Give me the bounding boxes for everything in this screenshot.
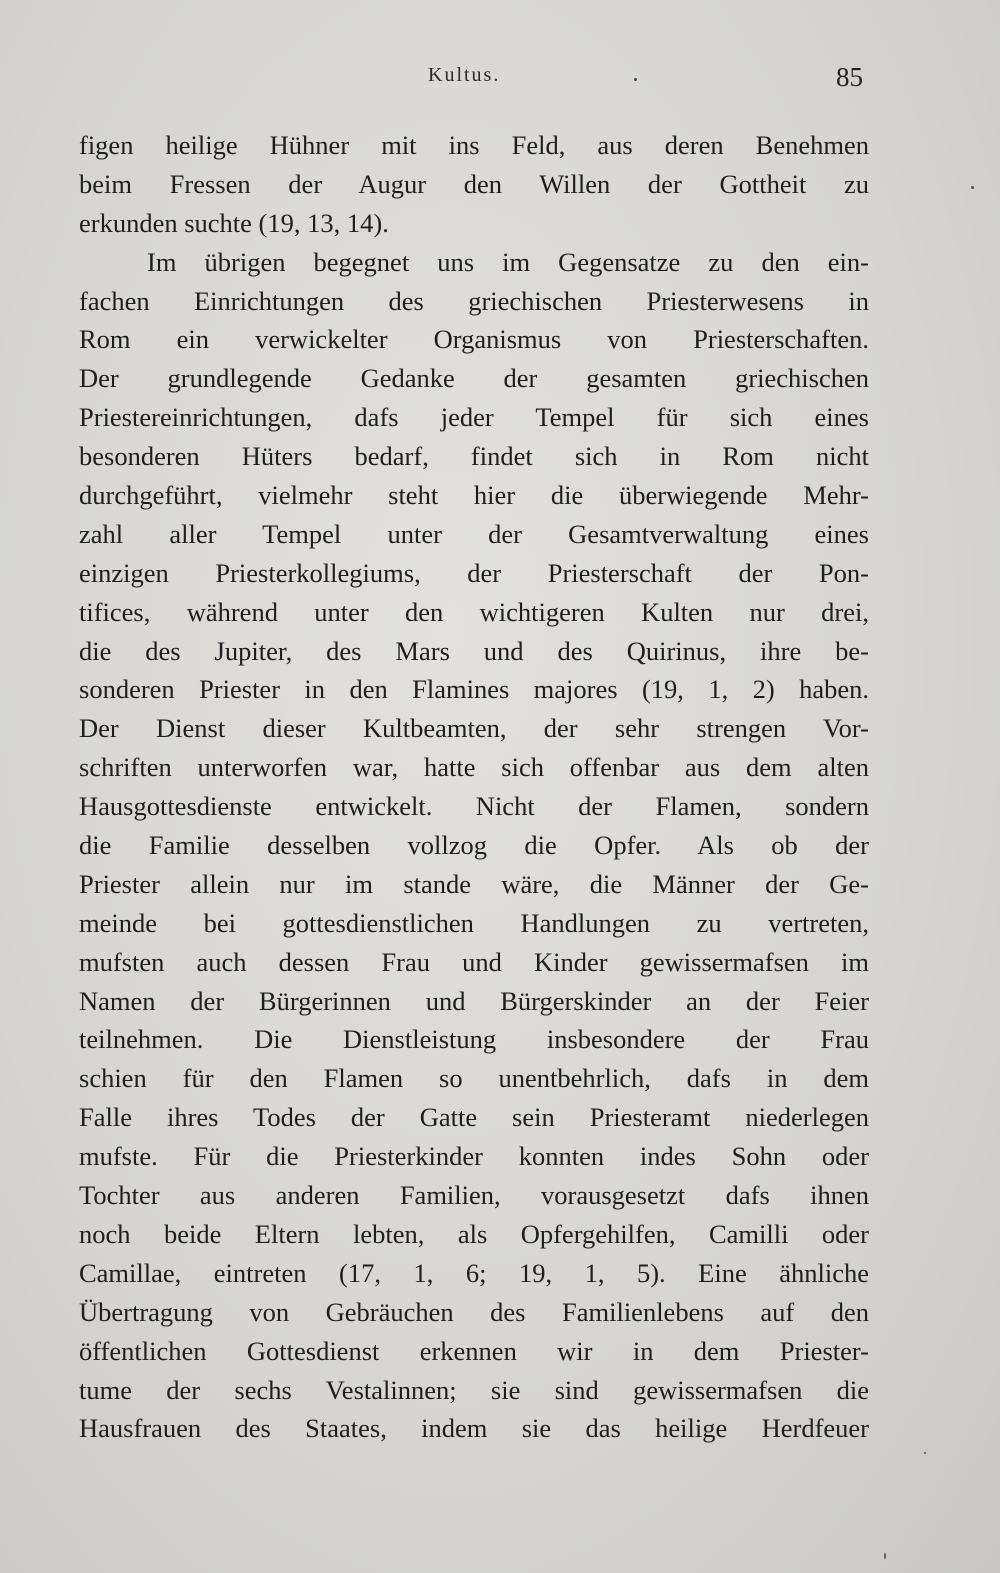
text-line: erkunden suchte (19, 13, 14). xyxy=(79,207,389,238)
text-line: sonderen Priester in den Flamines majores (19, 1, 2) haben. xyxy=(79,674,869,705)
text-line: Namen der Bürgerinnen und Bürgerskinder an der Feier xyxy=(79,985,869,1016)
running-head xyxy=(0,62,1000,102)
text-line: Priester allein nur im stande wäre, die Männer der Ge- xyxy=(79,868,869,899)
text-line: mufste. Für die Priesterkinder konnten indes Sohn oder xyxy=(79,1141,869,1172)
text-line: figen heilige Hühner mit ins Feld, aus deren Benehmen xyxy=(79,130,869,160)
text-line: Falle ihres Todes der Gatte sein Priesteramt niederlegen xyxy=(79,1102,869,1133)
text-line: Hausfrauen des Staates, indem sie das heilige Herdfeuer xyxy=(79,1413,869,1444)
text-line: fachen Einrichtungen des griechischen Priesterwesens in xyxy=(79,285,869,316)
text-line: Der Dienst dieser Kultbeamten, der sehr strengen Vor- xyxy=(79,713,869,744)
page-number: 85 xyxy=(836,62,863,92)
text-line: noch beide Eltern lebten, als Opfergehilfen, Camilli oder xyxy=(79,1218,869,1249)
text-line: zahl aller Tempel unter der Gesamtverwaltung eines xyxy=(79,518,869,549)
text-line: schriften unterworfen war, hatte sich offenbar aus dem alten xyxy=(79,752,869,783)
text-line: Übertragung von Gebräuchen des Familienlebens auf den xyxy=(79,1296,869,1327)
text-line: schien für den Flamen so unentbehrlich, dafs in dem xyxy=(79,1063,869,1094)
print-speck xyxy=(634,78,637,81)
text-line: Tochter aus anderen Familien, vorausgesetzt dafs ihnen xyxy=(79,1180,869,1211)
text-line: die Familie desselben vollzog die Opfer. Als ob der xyxy=(79,830,869,861)
text-line: öffentlichen Gottesdienst erkennen wir in dem Priester- xyxy=(79,1335,869,1366)
text-line: Hausgottesdienste entwickelt. Nicht der Flamen, sondern xyxy=(79,791,869,822)
text-line: beim Fressen der Augur den Willen der Gottheit zu xyxy=(79,168,869,199)
text-line: einzigen Priesterkollegiums, der Priesterschaft der Pon- xyxy=(79,557,869,588)
running-title: Kultus. xyxy=(428,64,501,86)
text-line: Priestereinrichtungen, dafs jeder Tempel für sich eines xyxy=(79,402,869,433)
text-line: die des Jupiter, des Mars und des Quirinus, ihre be- xyxy=(79,635,869,666)
body-text xyxy=(79,126,869,1448)
print-speck xyxy=(884,1553,886,1559)
text-line: Camillae, eintreten (17, 1, 6; 19, 1, 5). Eine ähnliche xyxy=(79,1257,869,1288)
text-line: Im übrigen begegnet uns im Gegensatze zu den ein- xyxy=(147,246,869,277)
text-line: Der grundlegende Gedanke der gesamten griechischen xyxy=(79,363,869,394)
text-line: meinde bei gottesdienstlichen Handlungen zu vertreten, xyxy=(79,907,869,938)
print-speck xyxy=(924,1452,926,1454)
text-line: tume der sechs Vestalinnen; sie sind gewissermafsen die xyxy=(79,1374,869,1405)
text-line: tifices, während unter den wichtigeren Kulten nur drei, xyxy=(79,596,869,627)
text-line: teilnehmen. Die Dienstleistung insbesondere der Frau xyxy=(79,1024,869,1055)
print-speck xyxy=(971,186,974,189)
text-line: mufsten auch dessen Frau und Kinder gewissermafsen im xyxy=(79,946,869,977)
text-line: Rom ein verwickelter Organismus von Priesterschaften. xyxy=(79,324,869,355)
text-line: besonderen Hüters bedarf, findet sich in Rom nicht xyxy=(79,441,869,472)
text-line: durchgeführt, vielmehr steht hier die überwiegende Mehr- xyxy=(79,480,869,511)
